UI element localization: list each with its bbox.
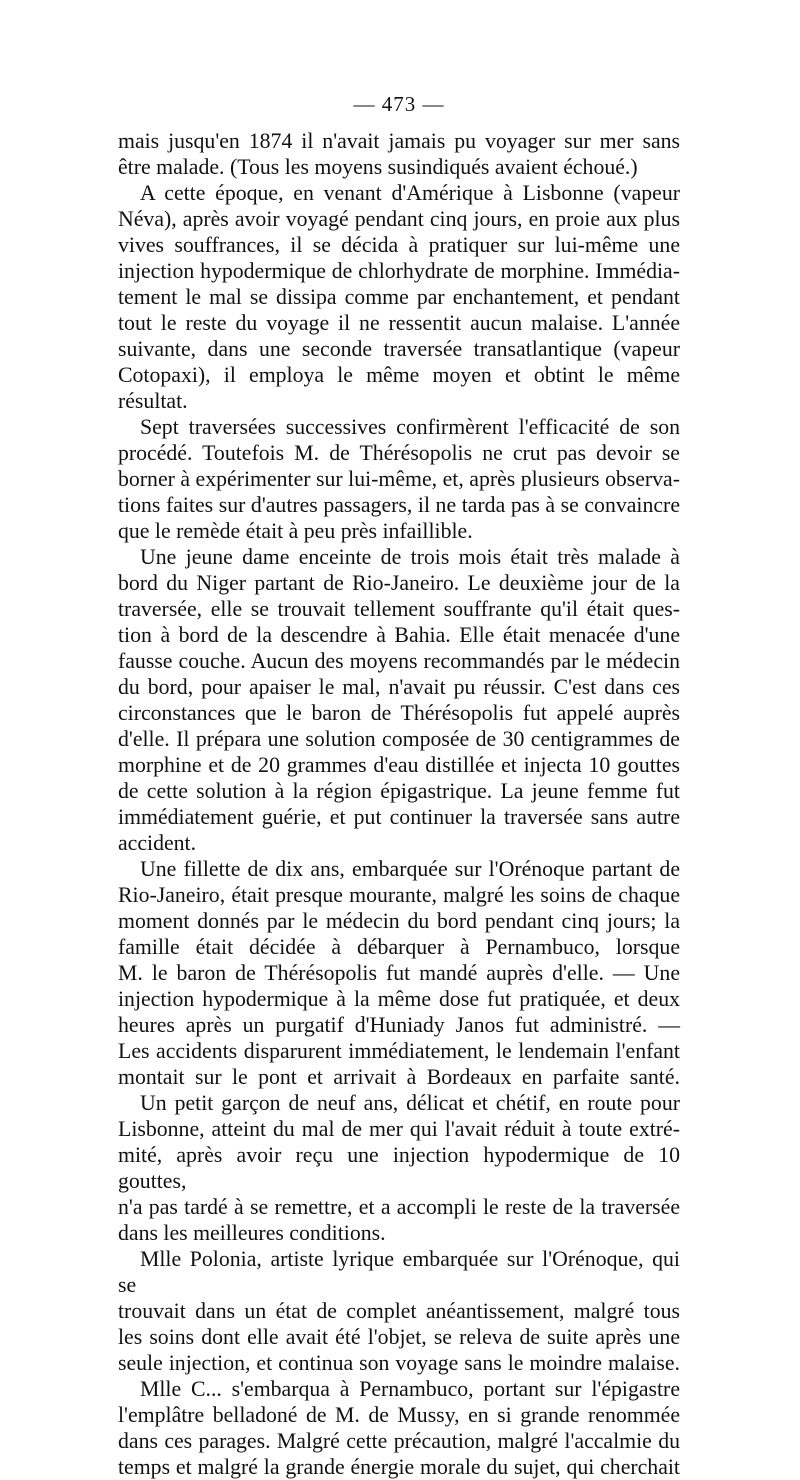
text-line: bord du Niger partant de Rio-Janeiro. Le deuxième jour de la — [118, 571, 680, 595]
text-line: du bord, pour apaiser le mal, n'avait pu réussir. C'est dans ces — [118, 675, 680, 699]
text-line: que le remède était à peu près infaillible. — [118, 519, 473, 543]
text-line: Mlle Polonia, artiste lyrique embarquée sur l'Orénoque, qui se — [118, 1247, 680, 1297]
text-line: Sept traversées successives confirmèrent l'efficacité de son — [140, 415, 680, 439]
text-line: temps et malgré la grande énergie morale du sujet, qui cherchait — [118, 1455, 680, 1479]
text-line: Cotopaxi), il employa le même moyen et obtint le même résultat. — [118, 363, 680, 413]
text-line: les soins dont elle avait été l'objet, se releva de suite après une — [118, 1325, 680, 1349]
text-line: montait sur le pont et arrivait à Bordeaux en parfaite santé. — [118, 1065, 680, 1089]
text-line: immédiatement guérie, et put continuer la traversée sans autre — [118, 805, 680, 829]
text-line: procédé. Toutefois M. de Thérésopolis ne crut pas devoir se — [118, 441, 680, 465]
text-line: tion à bord de la descendre à Bahia. Elle était menacée d'une — [118, 623, 680, 647]
text-line: vives souffrances, il se décida à pratiquer sur lui-même une — [118, 233, 680, 257]
text-line: de cette solution à la région épigastrique. La jeune femme fut — [118, 779, 680, 803]
text-line: injection hypodermique de chlorhydrate de morphine. Immédia- — [118, 259, 680, 283]
text-line: heures après un purgatif d'Huniady Janos fut administré. — — [118, 1013, 680, 1037]
text-line: fausse couche. Aucun des moyens recommandés par le médecin — [118, 649, 680, 673]
text-line: accident. — [118, 831, 197, 855]
text-line: être malade. (Tous les moyens susindiqués avaient échoué.) — [118, 155, 638, 179]
text-line: tions faites sur d'autres passagers, il ne tarda pas à se convaincre — [118, 493, 680, 517]
text-line: trouvait dans un état de complet anéantissement, malgré tous — [118, 1299, 680, 1323]
text-line: circonstances que le baron de Thérésopolis fut appelé auprès — [118, 701, 680, 725]
text-line: M. le baron de Thérésopolis fut mandé auprès d'elle. — Une — [118, 961, 680, 985]
text-line: traversée, elle se trouvait tellement souffrante qu'il était ques- — [118, 597, 680, 621]
text-line: borner à expérimenter sur lui-même, et, après plusieurs observa- — [118, 467, 680, 491]
body-text — [118, 128, 680, 1480]
text-line: Mlle C... s'embarqua à Pernambuco, portant sur l'épigastre — [140, 1377, 680, 1401]
text-line: tement le mal se dissipa comme par enchantement, et pendant — [118, 285, 680, 309]
text-line: mité, après avoir reçu une injection hypodermique de 10 gouttes, — [118, 1143, 680, 1193]
text-line: Un petit garçon de neuf ans, délicat et chétif, en route pour — [140, 1091, 680, 1115]
text-line: Les accidents disparurent immédiatement, le lendemain l'enfant — [118, 1039, 680, 1063]
text-line: moment donnés par le médecin du bord pendant cinq jours; la — [118, 909, 680, 933]
text-line: Rio-Janeiro, était presque mourante, malgré les soins de chaque — [118, 883, 680, 907]
book-page — [118, 92, 680, 1480]
text-line: mais jusqu'en 1874 il n'avait jamais pu voyager sur mer sans — [118, 129, 680, 153]
text-line: tout le reste du voyage il ne ressentit aucun malaise. L'année — [118, 311, 680, 335]
text-line: d'elle. Il prépara une solution composée de 30 centigrammes de — [118, 727, 680, 751]
text-line: A cette époque, en venant d'Amérique à Lisbonne (vapeur — [140, 181, 680, 205]
text-line: l'emplâtre belladoné de M. de Mussy, en si grande renommée — [118, 1403, 680, 1427]
text-line: seule injection, et continua son voyage sans le moindre malaise. — [118, 1351, 680, 1375]
text-line: Néva), après avoir voyagé pendant cinq jours, en proie aux plus — [118, 207, 680, 231]
text-line: dans ces parages. Malgré cette précaution, malgré l'accalmie du — [118, 1429, 680, 1453]
text-line: Une jeune dame enceinte de trois mois était très malade à — [140, 545, 680, 569]
text-line: Une fillette de dix ans, embarquée sur l'Orénoque partant de — [140, 857, 680, 881]
text-line: morphine et de 20 grammes d'eau distillée et injecta 10 gouttes — [118, 753, 680, 777]
page-number: — 473 — — [353, 92, 445, 116]
text-line: famille était décidée à débarquer à Pernambuco, lorsque — [118, 935, 680, 959]
text-line: injection hypodermique à la même dose fut pratiquée, et deux — [118, 987, 680, 1011]
text-line: Lisbonne, atteint du mal de mer qui l'avait réduit à toute extré- — [118, 1117, 680, 1141]
text-line: n'a pas tardé à se remettre, et a accompli le reste de la traversée — [118, 1195, 680, 1219]
text-line: dans les meilleures conditions. — [118, 1221, 386, 1245]
text-line: suivante, dans une seconde traversée transatlantique (vapeur — [118, 337, 680, 361]
